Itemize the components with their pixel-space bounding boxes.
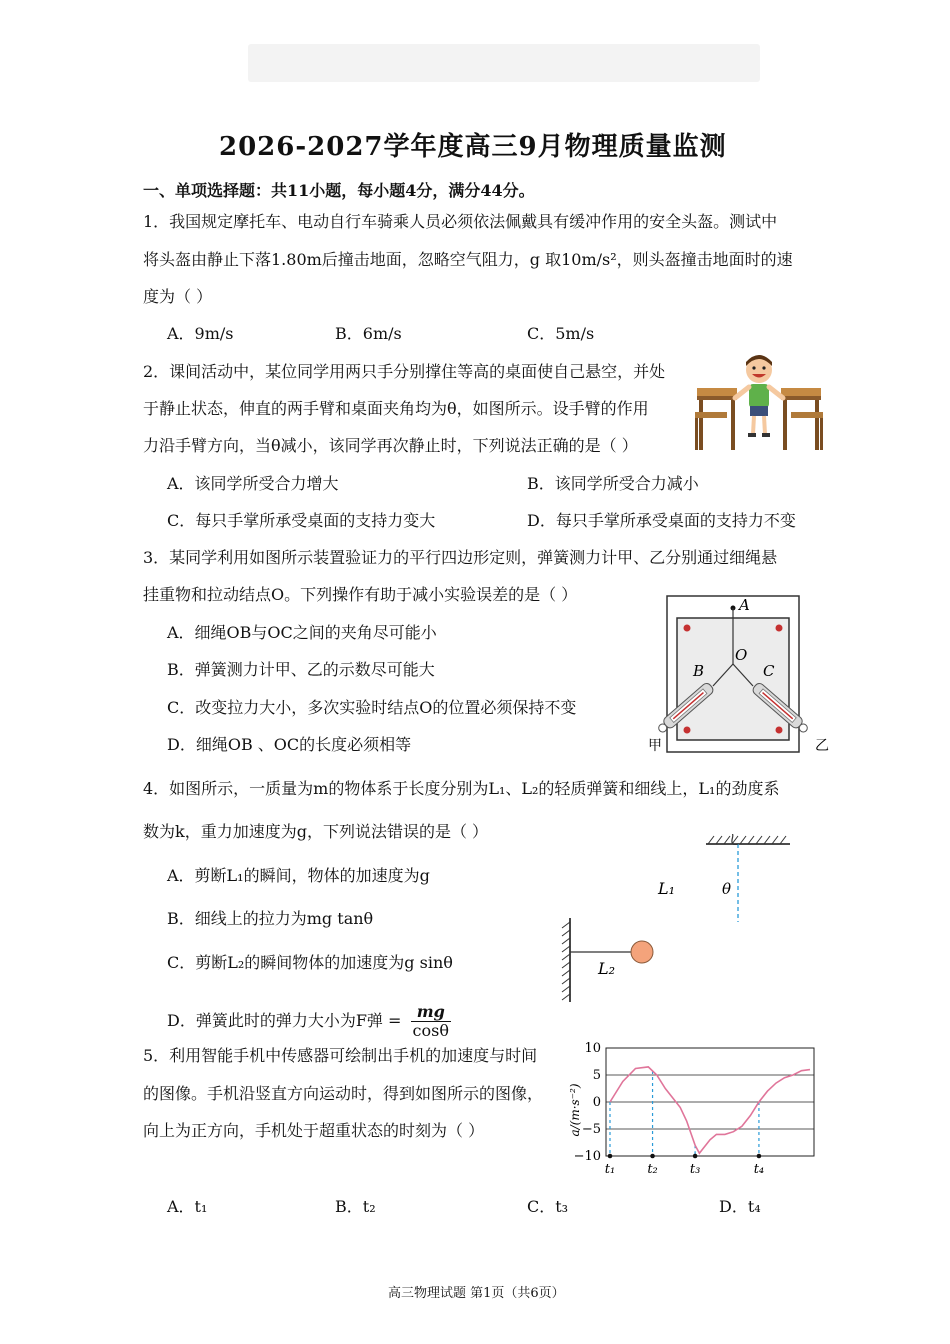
pin-dot xyxy=(776,727,783,734)
q4-option-d[interactable] xyxy=(167,1003,451,1040)
chart-x-tick-labels xyxy=(605,1162,764,1177)
q5-line-1: 5．利用智能手机中传感器可绘制出手机的加速度与时间 xyxy=(143,1046,538,1065)
label-yi: 乙 xyxy=(815,738,829,754)
pin-dot xyxy=(684,625,691,632)
chart-x-tick-label: t₄ xyxy=(753,1162,765,1177)
page-footer: 高三物理试题 第1页（共6页） xyxy=(388,1286,565,1301)
q3-force-board-figure xyxy=(645,590,835,756)
q4-line-1: 4．如图所示，一质量为m的物体系于长度分别为L₁、L₂的轻质弹簧和细线上，L₁的劲度系 xyxy=(143,779,780,798)
q2-student-desks-figure xyxy=(695,354,823,458)
chart-y-tick-label: 5 xyxy=(592,1068,601,1083)
label-a: A xyxy=(739,596,750,614)
q3-line-1: 3．某同学利用如图所示装置验证力的平行四边形定则，弹簧测力计甲、乙分别通过细绳悬 xyxy=(143,548,778,567)
q2-line-2: 于静止状态，伸直的两手臂和桌面夹角均为θ，如图所示。设手臂的作用 xyxy=(143,399,649,418)
acceleration-curve xyxy=(610,1067,810,1153)
q5-option-a[interactable]: A．t₁ xyxy=(167,1197,208,1216)
q2-line-3: 力沿手臂方向，当θ减小，该同学再次静止时，下列说法正确的是（ ） xyxy=(143,436,638,455)
student xyxy=(735,355,783,437)
label-l1: L₁ xyxy=(658,879,676,898)
q1-option-a[interactable]: A．9m/s xyxy=(167,324,234,343)
q4-spring-ball-figure xyxy=(558,834,794,1006)
chart-x-tick-label: t₃ xyxy=(689,1162,701,1177)
q1-line-1: 1．我国规定摩托车、电动自行车骑乘人员必须依法佩戴具有缓冲作用的安全头盔。测试中 xyxy=(143,212,778,231)
q3-option-b[interactable]: B．弹簧测力计甲、乙的示数尽可能大 xyxy=(167,660,435,679)
fraction-numerator: mg xyxy=(411,1003,451,1022)
q4-option-a[interactable]: A．剪断L₁的瞬间，物体的加速度为g xyxy=(167,866,430,885)
label-l2: L₂ xyxy=(598,959,616,978)
chart-y-tick-label: −10 xyxy=(573,1149,601,1164)
q2-option-c[interactable]: C．每只手掌所承受桌面的支持力变大 xyxy=(167,511,436,530)
pin-dot xyxy=(684,727,691,734)
q5-option-d[interactable]: D．t₄ xyxy=(719,1197,761,1216)
q5-line-2: 的图像。手机沿竖直方向运动时，得到如图所示的图像， xyxy=(143,1084,544,1103)
q1-line-3: 度为（ ） xyxy=(143,287,213,306)
q2-option-a[interactable]: A．该同学所受合力增大 xyxy=(167,474,339,493)
label-b: B xyxy=(693,662,705,680)
q4-option-d-fraction xyxy=(411,1003,451,1040)
fraction-denominator: cosθ xyxy=(412,1021,449,1040)
q4-option-b[interactable]: B．细线上的拉力为mg tanθ xyxy=(167,909,374,928)
left-desk xyxy=(695,388,737,450)
q5-acceleration-chart xyxy=(560,1036,822,1182)
label-c: C xyxy=(763,662,775,680)
q4-line-2: 数为k，重力加速度为g，下列说法错误的是（ ） xyxy=(143,822,489,841)
chart-time-marker-dot xyxy=(757,1154,762,1159)
page-title: 2026-2027学年度高三9月物理质量监测 xyxy=(219,132,727,162)
q2-option-b[interactable]: B．该同学所受合力减小 xyxy=(527,474,699,493)
label-jia: 甲 xyxy=(648,738,662,754)
q2-line-1: 2．课间活动中，某位同学用两只手分别撑住等高的桌面使自己悬空，并处 xyxy=(143,362,666,381)
top-header-band xyxy=(248,44,760,82)
chart-x-tick-label: t₂ xyxy=(647,1162,658,1177)
right-desk xyxy=(781,388,823,450)
q1-line-2: 将头盔由静止下落1.80m后撞击地面，忽略空气阻力，g 取10m/s²，则头盔撞击地面时的速 xyxy=(143,250,793,269)
q5-option-b[interactable]: B．t₂ xyxy=(335,1197,376,1216)
q4-option-c[interactable]: C．剪断L₂的瞬间物体的加速度为g sinθ xyxy=(167,953,453,972)
q3-line-2: 挂重物和拉动结点O。下列操作有助于减小实验误差的是（ ） xyxy=(143,585,578,604)
chart-y-axis-label: a/(m·s⁻²) xyxy=(568,1083,582,1137)
q1-option-c[interactable]: C．5m/s xyxy=(527,324,595,343)
q5-line-3: 向上为正方向，手机处于超重状态的时刻为（ ） xyxy=(143,1121,485,1140)
chart-time-marker-dot xyxy=(693,1154,698,1159)
q5-option-c[interactable]: C．t₃ xyxy=(527,1197,569,1216)
q2-option-d[interactable]: D．每只手掌所承受桌面的支持力不变 xyxy=(527,511,796,530)
q3-option-d[interactable]: D．细绳OB 、OC的长度必须相等 xyxy=(167,735,412,754)
pin-dot xyxy=(776,625,783,632)
q4-option-d-text: D．弹簧此时的弹力大小为F弹 = xyxy=(167,1011,402,1030)
section-heading: 一、单项选择题：共11小题，每小题4分，满分44分。 xyxy=(143,181,535,200)
chart-y-tick-label: −5 xyxy=(581,1122,601,1137)
chart-x-tick-label: t₁ xyxy=(604,1162,616,1177)
ball xyxy=(631,941,653,963)
label-theta: θ xyxy=(722,880,732,898)
q1-option-b[interactable]: B．6m/s xyxy=(335,324,402,343)
chart-time-marker-dot xyxy=(650,1154,655,1159)
chart-y-tick-label: 10 xyxy=(584,1041,601,1056)
q3-option-a[interactable]: A．细绳OB与OC之间的夹角尽可能小 xyxy=(167,623,437,642)
q3-option-c[interactable]: C．改变拉力大小，多次实验时结点O的位置必须保持不变 xyxy=(167,698,577,717)
chart-y-tick-label: 0 xyxy=(592,1095,601,1110)
chart-time-marker-dot xyxy=(608,1154,613,1159)
label-o: O xyxy=(735,646,748,664)
